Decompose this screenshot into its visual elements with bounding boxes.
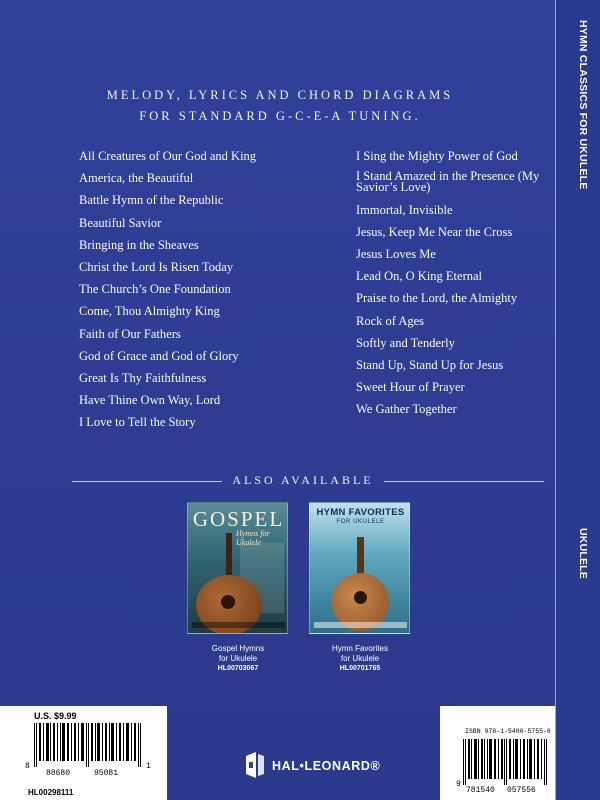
song-title: All Creatures of Our God and King bbox=[79, 149, 257, 163]
song-title: Have Thine Own Way, Lord bbox=[79, 393, 221, 408]
song-title: I Stand Amazed in the Presence (My Savior’s Love) bbox=[356, 169, 540, 195]
song-title: Immortal, Invisible bbox=[356, 202, 453, 217]
caption-title: Gospel Hymns bbox=[211, 644, 265, 653]
book-cover-gospel-hymns[interactable] bbox=[187, 502, 288, 634]
hal-leonard-logo bbox=[244, 752, 394, 782]
upc-barcode-icon bbox=[34, 723, 144, 767]
also-available-heading bbox=[72, 471, 544, 491]
caption-title: for Ukulele bbox=[218, 654, 258, 663]
upc-digit: 88680 bbox=[46, 769, 71, 778]
book-caption-gospel-hymns bbox=[178, 644, 298, 674]
divider-line bbox=[72, 481, 222, 482]
caption-title: Hymn Favorites bbox=[331, 644, 388, 653]
song-title: Bringing in the Sheaves bbox=[79, 237, 199, 252]
song-title: Great Is Thy Faithfulness bbox=[79, 370, 207, 385]
song-list-left bbox=[79, 149, 339, 437]
price-label: U.S. $9.99 bbox=[34, 711, 77, 721]
song-title: Sweet Hour of Prayer bbox=[356, 380, 465, 395]
ukulele-soundhole-icon bbox=[354, 591, 367, 604]
song-title: We Gather Together bbox=[356, 402, 457, 417]
intro-line-2: FOR STANDARD G-C-E-A TUNING. bbox=[139, 109, 421, 123]
publisher-name: HAL•LEONARD® bbox=[272, 759, 381, 773]
song-title: I Sing the Mighty Power of God bbox=[356, 149, 518, 163]
upc-digit: 95081 bbox=[94, 769, 119, 778]
song-title: Battle Hymn of the Republic bbox=[79, 193, 224, 208]
song-title: The Church’s One Foundation bbox=[79, 282, 231, 297]
isbn-label: ISBN 978-1-5400-5755-6 bbox=[465, 728, 551, 735]
song-title: Softly and Tenderly bbox=[356, 335, 455, 350]
song-title: Jesus, Keep Me Near the Cross bbox=[356, 224, 513, 239]
spine-title: HYMN CLASSICS FOR UKULELE bbox=[577, 20, 589, 190]
ukulele-soundhole-icon bbox=[221, 595, 235, 609]
isbn-digit: 781540 bbox=[466, 786, 495, 795]
caption-title: for Ukulele bbox=[340, 654, 380, 663]
book-cover-subtitle: FOR UKULELE bbox=[336, 519, 385, 525]
isbn-digit: 057556 bbox=[507, 786, 536, 795]
upc-digit: 1 bbox=[146, 762, 151, 771]
song-title: Christ the Lord Is Risen Today bbox=[79, 259, 234, 274]
product-code: HL00298111 bbox=[28, 788, 74, 797]
hal-leonard-mark-icon bbox=[244, 752, 266, 778]
intro-line-1: MELODY, LYRICS AND CHORD DIAGRAMS bbox=[106, 88, 454, 102]
song-title: Rock of Ages bbox=[356, 313, 425, 328]
spine-subtitle: UKULELE bbox=[577, 528, 589, 579]
song-list-right bbox=[356, 149, 556, 425]
song-title: Praise to the Lord, the Almighty bbox=[356, 291, 518, 306]
song-title: Lead On, O King Eternal bbox=[356, 269, 483, 284]
song-title: I Love to Tell the Story bbox=[79, 415, 196, 430]
isbn-barcode-icon bbox=[463, 739, 549, 785]
song-title: Jesus Loves Me bbox=[356, 247, 436, 262]
song-title: America, the Beautiful bbox=[79, 171, 194, 186]
price-barcode-box bbox=[0, 706, 167, 800]
song-title: Stand Up, Stand Up for Jesus bbox=[356, 358, 504, 372]
book-footer-bar bbox=[192, 622, 285, 628]
caption-code: HL00701765 bbox=[339, 665, 381, 672]
song-title: Faith of Our Fathers bbox=[79, 326, 181, 341]
also-available-label: ALSO AVAILABLE bbox=[232, 473, 374, 487]
song-title: Come, Thou Almighty King bbox=[79, 304, 220, 319]
book-footer-bar bbox=[314, 622, 407, 628]
caption-code: HL00703067 bbox=[217, 665, 259, 672]
divider-line bbox=[384, 481, 544, 482]
song-title: Beautiful Savior bbox=[79, 215, 162, 230]
upc-digit: 8 bbox=[25, 762, 30, 771]
book-cover-title: GOSPEL bbox=[192, 507, 285, 531]
isbn-barcode-box bbox=[440, 706, 555, 800]
book-cover-hymn-favorites[interactable] bbox=[309, 502, 410, 634]
book-cover-title: HYMN FAVORITES bbox=[316, 507, 405, 518]
isbn-digit: 9 bbox=[456, 780, 461, 789]
book-cover-subtitle: Hymns for Ukulele bbox=[236, 529, 270, 547]
intro-text bbox=[60, 85, 500, 127]
book-caption-hymn-favorites bbox=[300, 644, 420, 674]
song-title: God of Grace and God of Glory bbox=[79, 348, 239, 363]
